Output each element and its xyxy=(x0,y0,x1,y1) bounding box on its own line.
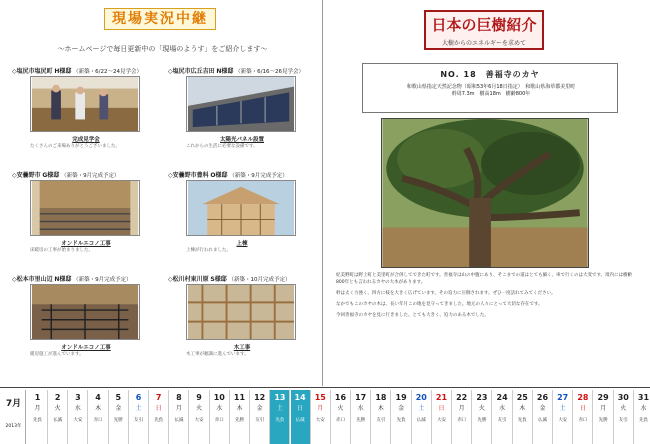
calendar-rokuyo: 友引 xyxy=(134,418,143,423)
tree-photo xyxy=(381,118,589,268)
calendar-rokuyo: 赤口 xyxy=(93,418,103,423)
calendar-day xyxy=(109,390,129,444)
calendar-rokuyo: 先勝 xyxy=(477,418,487,423)
calendar-day-number: 27 xyxy=(557,393,569,402)
calendar-day-number: 21 xyxy=(435,393,448,402)
tree-article xyxy=(336,272,636,323)
site-builder: S様邸 xyxy=(210,276,227,283)
calendar-day-number: 14 xyxy=(294,393,306,402)
site-heading xyxy=(168,274,318,283)
calendar-day-number: 9 xyxy=(196,393,202,402)
site-card xyxy=(168,274,318,357)
calendar-day xyxy=(452,390,472,444)
calendar-day-number: 4 xyxy=(95,393,101,402)
calendar-rokuyo: 先勝 xyxy=(356,418,366,423)
site-period: （新築・6/22〜24見学会） xyxy=(73,69,143,75)
calendar-rokuyo: 仏滅 xyxy=(295,418,305,423)
calendar-weekday: 火 xyxy=(337,405,344,412)
site-heading xyxy=(12,66,162,75)
calendar-day-number: 29 xyxy=(597,393,609,402)
calendar-day-number: 31 xyxy=(637,393,650,402)
calendar-day-number: 11 xyxy=(233,393,246,402)
calendar-rokuyo: 赤口 xyxy=(214,418,224,423)
left-title-box xyxy=(104,8,216,30)
calendar-day-number: 28 xyxy=(577,393,589,402)
calendar-day-number: 17 xyxy=(355,393,367,402)
calendar-day xyxy=(28,390,48,444)
site-location: ◇塩尻市広丘吉田 xyxy=(168,68,215,75)
calendar-rokuyo: 先勝 xyxy=(235,418,244,423)
calendar-weekday: 日 xyxy=(438,405,445,412)
calendar-weekday: 月 xyxy=(34,405,41,412)
site-note: 木工事が順調に進んでいます。 xyxy=(186,352,249,357)
site-caption: 上棟 xyxy=(236,241,248,247)
article-paragraph: 今回善福寺のカヤを見に行きました。とても大きく、迫力のある木でした。 xyxy=(336,313,489,318)
calendar-weekday: 木 xyxy=(377,405,384,412)
site-note: 暖房施工が進んでいます。 xyxy=(30,352,84,357)
site-period: （新築・9月完成予定） xyxy=(61,173,120,179)
left-page-title: 現場実況中継 xyxy=(112,11,208,27)
calendar-day xyxy=(553,390,573,444)
calendar-day xyxy=(371,390,391,444)
calendar-weekday: 日 xyxy=(155,405,162,412)
tree-details-line: 和歌山県指定天然記念物（昭和53年6月18日指定） 和歌山県海草郡美里町 xyxy=(406,84,576,90)
calendar-weekday: 金 xyxy=(115,405,122,412)
calendar-rokuyo: 先負 xyxy=(33,418,42,423)
site-card xyxy=(12,66,162,149)
calendar-rokuyo: 大安 xyxy=(194,418,204,423)
calendar-rokuyo: 先負 xyxy=(396,418,406,423)
calendar-weekday: 木 xyxy=(95,405,102,412)
site-period: （新築・10月完成予定） xyxy=(228,277,291,283)
calendar-day xyxy=(351,390,371,444)
calendar-day xyxy=(533,390,553,444)
calendar-day xyxy=(331,390,351,444)
calendar-weekday: 土 xyxy=(276,405,283,412)
calendar-weekday: 水 xyxy=(74,405,81,412)
calendar-weekday: 金 xyxy=(256,405,263,412)
site-photo xyxy=(30,180,140,236)
calendar-day xyxy=(291,390,311,444)
calendar-rokuyo: 先負 xyxy=(154,418,164,423)
site-caption: オンドルエコノ工事 xyxy=(61,241,111,247)
calendar-day xyxy=(432,390,452,444)
calendar-day xyxy=(493,390,513,444)
calendar-weekday: 木 xyxy=(519,405,526,412)
calendar-month xyxy=(2,390,26,444)
calendar-weekday: 火 xyxy=(620,405,627,412)
calendar-rokuyo: 友引 xyxy=(255,418,265,423)
site-period: （新築・6/16〜26見学会） xyxy=(235,69,305,75)
site-heading xyxy=(12,274,162,283)
calendar-rokuyo: 友引 xyxy=(376,418,386,423)
site-period: （新築・9月完成予定） xyxy=(73,277,132,283)
calendar-day xyxy=(513,390,533,444)
calendar-rokuyo: 先負 xyxy=(517,418,527,423)
site-caption: 太陽光パネル設置 xyxy=(219,137,264,143)
calendar-year-label: 2013年 xyxy=(5,424,22,429)
calendar-day xyxy=(250,390,270,444)
site-photo xyxy=(186,284,296,340)
calendar-day-number: 20 xyxy=(415,393,427,402)
tree-details-line: 幹周7.3m 樹高18m 樹齢800年 xyxy=(451,91,531,97)
calendar-day-number: 13 xyxy=(274,393,286,402)
calendar-day-number: 15 xyxy=(314,393,326,402)
calendar-weekday: 土 xyxy=(559,405,566,412)
calendar-rokuyo: 先勝 xyxy=(598,418,608,423)
calendar-day xyxy=(89,390,109,444)
calendar-rokuyo: 仏滅 xyxy=(538,418,547,423)
calendar-day xyxy=(190,390,210,444)
site-location: ◇塩尻市塩尻町 xyxy=(12,68,53,75)
calendar-rokuyo: 大安 xyxy=(437,418,446,423)
site-photo xyxy=(186,76,296,132)
calendar-day xyxy=(149,390,169,444)
calendar-day xyxy=(230,390,250,444)
site-note: 床暖房の工事が始まりました。 xyxy=(30,248,93,253)
calendar-day-number: 10 xyxy=(213,393,225,402)
calendar-weekday: 火 xyxy=(196,405,203,412)
calendar-rokuyo: 大安 xyxy=(73,418,83,423)
site-photo xyxy=(186,180,296,236)
site-location: ◇松本市里山辺 xyxy=(12,276,53,283)
calendar-rokuyo: 先負 xyxy=(639,418,648,423)
site-location: ◇松川村東川原 xyxy=(168,276,209,283)
left-page-intro: ～ホームページで毎日更新中の「現場のようす」をご紹介します～ xyxy=(57,45,268,53)
calendar-day-number: 7 xyxy=(155,393,162,402)
calendar-day-number: 5 xyxy=(115,393,122,402)
tree-name: NO. 18 善福寺のカヤ xyxy=(440,70,540,79)
calendar-month-label: 7月 xyxy=(5,399,22,409)
site-period: （新築・9月完成予定） xyxy=(229,173,288,179)
site-builder: O様邸 xyxy=(210,172,228,179)
article-paragraph: なかでもこのカヤの木は、長い年月この地を見守ってきました。地元の人々にとって大切な存在です。 xyxy=(336,302,543,307)
calendar-rokuyo: 赤口 xyxy=(578,418,588,423)
calendar-day xyxy=(412,390,432,444)
right-page xyxy=(324,0,650,386)
calendar-day xyxy=(392,390,412,444)
calendar-rokuyo: 赤口 xyxy=(457,418,467,423)
calendar-weekday: 木 xyxy=(236,405,243,412)
calendar-day xyxy=(573,390,593,444)
right-page-title: 日本の巨樹紹介 xyxy=(431,16,537,34)
site-photo xyxy=(30,284,140,340)
calendar-weekday: 金 xyxy=(539,405,546,412)
article-paragraph: 幹は太く力強く、四方に枝を大きく広げています。その迫力に圧倒されます。ぜひ一度訪れてみてください。 xyxy=(336,291,556,296)
calendar-rokuyo: 仏滅 xyxy=(174,418,184,423)
site-note: 上棟が行われました。 xyxy=(186,248,231,253)
site-card xyxy=(12,274,162,357)
tree-details xyxy=(367,84,615,98)
right-title-box xyxy=(424,10,544,50)
calendar-day xyxy=(270,390,290,444)
calendar-day-number: 26 xyxy=(536,393,549,402)
calendar-weekday: 月 xyxy=(458,405,465,412)
site-builder: H様邸 xyxy=(54,68,72,75)
month-calendar xyxy=(0,387,650,444)
right-page-subtitle: 大樹からのエネルギーを求めて xyxy=(441,40,526,47)
site-location: ◇安曇野市 xyxy=(12,172,41,179)
site-note: これからの生活に必要な設備です。 xyxy=(186,144,258,149)
site-heading xyxy=(168,66,318,75)
calendar-day-number: 2 xyxy=(54,393,61,402)
calendar-day-number: 24 xyxy=(496,393,508,402)
calendar-weekday: 土 xyxy=(418,405,425,412)
calendar-rokuyo: 仏滅 xyxy=(416,418,426,423)
calendar-weekday: 月 xyxy=(317,405,324,412)
calendar-rokuyo: 仏滅 xyxy=(53,418,63,423)
calendar-rokuyo: 赤口 xyxy=(336,418,345,423)
site-photo xyxy=(30,76,140,132)
calendar-weekday: 金 xyxy=(398,405,405,412)
site-location: ◇安曇野市豊科 xyxy=(168,172,209,179)
calendar-day-number: 16 xyxy=(334,393,347,402)
site-caption: 木工事 xyxy=(233,345,251,351)
site-builder: N様邸 xyxy=(54,276,72,283)
calendar-day-number: 18 xyxy=(375,393,387,402)
calendar-weekday: 水 xyxy=(216,405,223,412)
calendar-rokuyo: 先負 xyxy=(275,418,285,423)
calendar-weekday: 土 xyxy=(135,405,142,412)
calendar-day xyxy=(169,390,189,444)
calendar-day xyxy=(48,390,68,444)
left-page xyxy=(0,0,323,386)
calendar-day xyxy=(594,390,614,444)
calendar-weekday: 火 xyxy=(54,405,61,412)
calendar-rokuyo: 先勝 xyxy=(113,418,123,423)
site-caption: オンドルエコノ工事 xyxy=(61,345,111,351)
site-builder: N様邸 xyxy=(216,68,234,75)
calendar-rokuyo: 大安 xyxy=(315,418,325,423)
calendar-day-number: 8 xyxy=(176,393,182,402)
calendar-day-number: 19 xyxy=(395,393,407,402)
calendar-day-number: 30 xyxy=(617,393,629,402)
calendar-day-number: 1 xyxy=(34,393,41,402)
calendar-day xyxy=(614,390,634,444)
calendar-weekday: 日 xyxy=(579,405,586,412)
site-heading xyxy=(12,170,162,179)
calendar-weekday: 水 xyxy=(357,405,364,412)
calendar-day-number: 22 xyxy=(456,393,468,402)
calendar-day xyxy=(472,390,492,444)
calendar-rokuyo: 大安 xyxy=(558,418,568,423)
calendar-weekday: 日 xyxy=(297,405,304,412)
calendar-weekday: 月 xyxy=(175,405,182,412)
calendar-weekday: 水 xyxy=(640,405,647,412)
site-note: たくさんのご来場ありがとうございました。 xyxy=(30,144,120,149)
calendar-weekday: 月 xyxy=(600,405,607,412)
article-paragraph: 紀美野町は野上町と美里町が合併してできた町です。善福寺は山の中腹にあり、そこまでの道はとても細く、車で行くのは大変です。境内には樹齢800年とも言われるカヤの大木があります。 xyxy=(336,273,633,285)
calendar-day xyxy=(68,390,88,444)
calendar-day-number: 12 xyxy=(254,393,266,402)
calendar-day xyxy=(634,390,650,444)
calendar-rokuyo: 友引 xyxy=(618,418,628,423)
site-builder: G様邸 xyxy=(42,172,60,179)
calendar-rokuyo: 友引 xyxy=(497,418,507,423)
calendar-weekday: 火 xyxy=(478,405,485,412)
calendar-day xyxy=(129,390,149,444)
site-card xyxy=(12,170,162,253)
calendar-day-number: 23 xyxy=(476,393,488,402)
calendar-day-number: 6 xyxy=(135,393,142,402)
calendar-day xyxy=(210,390,230,444)
calendar-weekday: 水 xyxy=(499,405,506,412)
calendar-day-number: 25 xyxy=(516,393,528,402)
site-caption: 完成見学会 xyxy=(72,137,100,143)
site-card xyxy=(168,66,318,149)
calendar-day xyxy=(311,390,331,444)
tree-header-box xyxy=(362,63,618,113)
calendar-day-number: 3 xyxy=(75,393,81,402)
site-heading xyxy=(168,170,318,179)
site-card xyxy=(168,170,318,253)
